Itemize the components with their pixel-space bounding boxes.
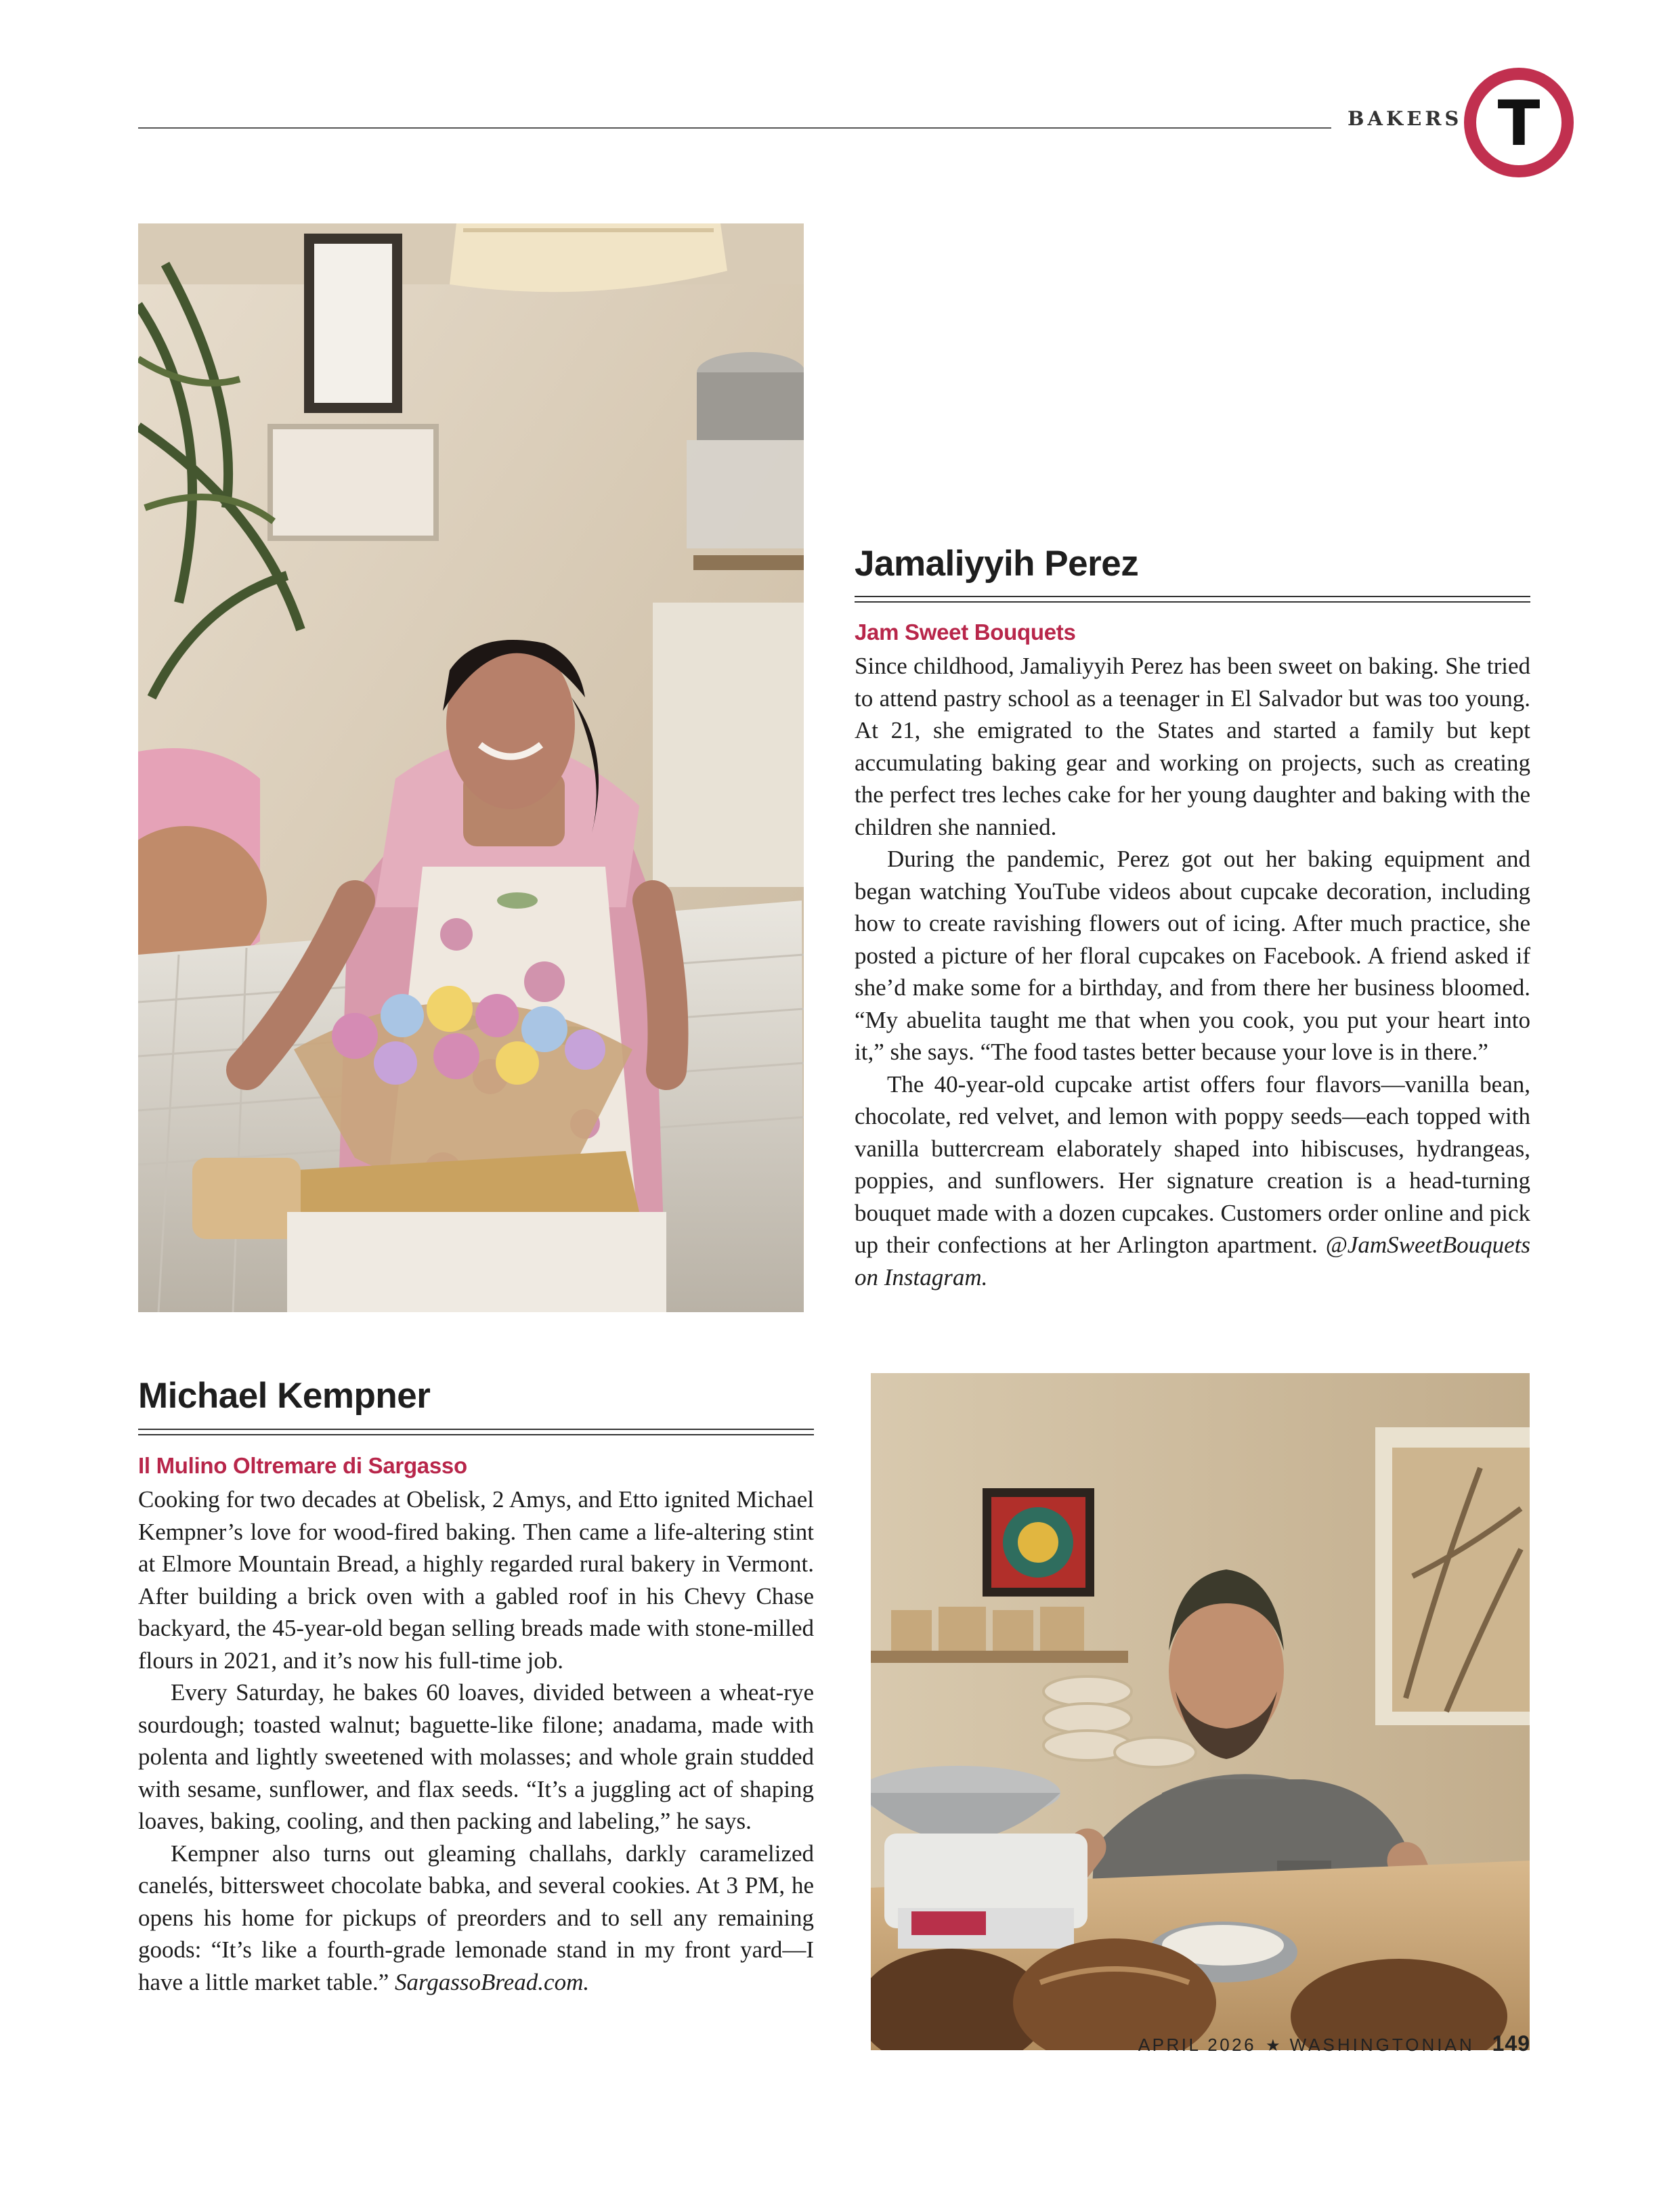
- paragraph: Every Saturday, he bakes 60 loaves, divided between a wheat-rye sourdough; toasted walnut; baguette-like filone; anadama, made with polenta and lightly sweetened with molasses; and whole grain studded with sesame, sunflower, and flax seeds. “It’s a juggling act of shaping loaves, baking, cooling, and then packing and labeling,” he says.: [138, 1679, 814, 1834]
- photo-michael-kempner: [871, 1373, 1530, 2050]
- paragraph: Since childhood, Jamaliyyih Perez has been sweet on baking. She tried to attend pastry school as a teenager in El Salvador but was too young. At 21, she emigrated to the States and started a family but kept accumulating baking gear and working on projects, such as creating the perfect tres leches cake for her young daughter and baking with the children she nannied.: [855, 653, 1530, 840]
- logo-letter: T: [1497, 87, 1541, 160]
- paragraph: Cooking for two decades at Obelisk, 2 Amys, and Etto ignited Michael Kempner’s love for wood-fired baking. Then came a life-altering stint at Elmore Mountain Bread, a highly regarded rural bakery in Vermont. After building a brick oven with a gabled roof in his Chevy Chase backyard, the 45-year-old began selling breads made with stone-milled flours in 2021, and it’s now his full-time job.: [138, 1486, 814, 1674]
- article-rule: [138, 1429, 814, 1435]
- magazine-name: WASHINGTONIAN: [1289, 2035, 1475, 2055]
- article-rule: [855, 596, 1530, 603]
- header-rule: [138, 127, 1331, 129]
- magazine-logo: [1463, 66, 1575, 179]
- business-name-perez: Jam Sweet Bouquets: [855, 620, 1076, 645]
- section-label: BAKERS: [1348, 107, 1463, 130]
- article-name-perez: Jamaliyyih Perez: [855, 544, 1139, 584]
- paragraph: During the pandemic, Perez got out her baking equipment and began watching YouTube videos about cupcake decoration, including how to create ravishing flowers out of icing. After much practice, she posted a picture of her floral cupcakes on Facebook. A friend asked if she’d make some for a birthday, and from there her business bloomed. “My abuelita taught me that when you cook, you put your heart into it,” she says. “The food tastes better because your love is in there.”: [855, 846, 1530, 1065]
- issue-date: APRIL 2026: [1138, 2035, 1257, 2055]
- paragraph-text: Kempner also turns out gleaming challahs, darkly caramelized canelés, bittersweet chocolate babka, and several cookies. At 3 PM, he opens his home for pickups of preorders and to sell any remaining goods: “It’s like a fourth-grade lemonade stand in my front yard—I have a little market table.”: [138, 1840, 814, 1995]
- article-body-perez: [855, 650, 1530, 1293]
- photo-jamaliyyih-perez: [138, 223, 804, 1312]
- article-body-kempner: [138, 1483, 814, 1998]
- paragraph-text: The 40-year-old cupcake artist offers four flavors—vanilla bean, chocolate, red velvet, and lemon with poppy seeds—each topped with vanilla buttercream elaborately shaped into hibiscuses, hydrangeas, poppies, and sunflowers. Her signature creation is a head-turning bouquet made with a dozen cupcakes. Customers order online and pick up their confections at her Arlington apartment.: [855, 1070, 1530, 1258]
- business-name-kempner: Il Mulino Oltremare di Sargasso: [138, 1453, 467, 1478]
- paragraph: [855, 1068, 1530, 1294]
- paragraph: [138, 1838, 814, 1999]
- website-link-text: SargassoBread.com.: [394, 1968, 590, 1995]
- page-number: 149: [1492, 2031, 1530, 2056]
- article-name-kempner: Michael Kempner: [138, 1376, 431, 1416]
- instagram-handle: @JamSweetBouquets on Instagram.: [855, 1232, 1530, 1291]
- page-footer: [1016, 2031, 1530, 2056]
- star-icon: ★: [1266, 2037, 1280, 2055]
